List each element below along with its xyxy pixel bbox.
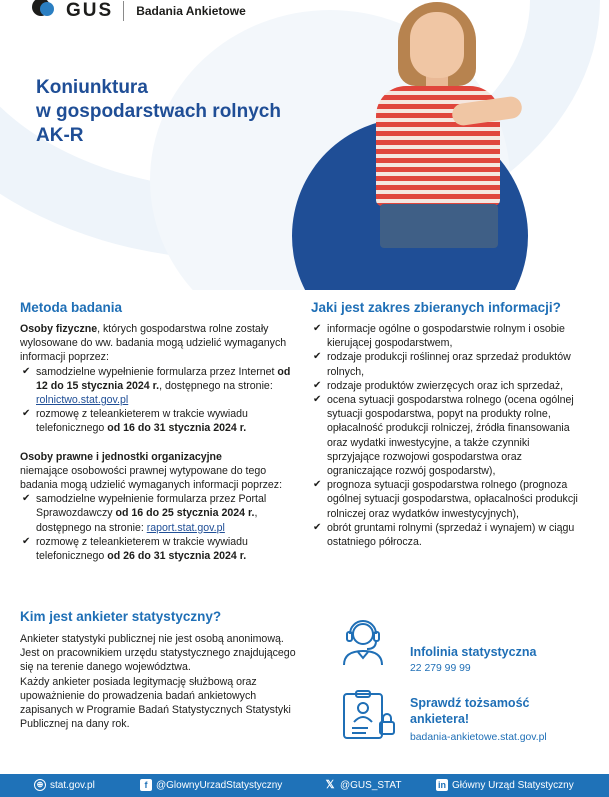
verify-title-line-1: Sprawdź tożsamość: [410, 696, 530, 710]
prawne-intro: Osoby prawne i jednostki organizacyjne niemające osobowości prawnej wytypowane do tego badania mogą udzielić wymaganych informacji poprzez:: [20, 450, 283, 492]
verify-title-line-2: ankietera!: [410, 712, 470, 726]
list-item: ✔ samodzielne wypełnienie formularza przez Portal Sprawozdawczy od 16 do 25 stycznia 2024 r., dostępnego na stronie: raport.stat.gov.pl: [22, 493, 267, 534]
zakres-item: ✔ informacje ogólne o gospodarstwie rolnym i osobie kierującej gospodarstwem,: [313, 323, 565, 350]
check-icon: ✔: [313, 323, 322, 334]
logo-text: GUS: [66, 0, 114, 21]
x-icon: 𝕏: [325, 779, 335, 791]
verify-url-link[interactable]: badania-ankietowe.stat.gov.pl: [410, 732, 547, 743]
logo-divider: [123, 1, 124, 21]
ankieter-para-2: Każdy ankieter posiada legitymację służbową oraz upoważnienie do prowadzenia badań ankietowych zapisanych w Programie Badań Statystycznych Statystyki Publicznej na dany rok.: [20, 675, 291, 731]
zakres-item: ✔ rodzaje produktów zwierzęcych oraz ich sprzedaż,: [313, 379, 564, 392]
list-item: ✔ rozmowę z teleankieterem w trakcie wywiadu telefonicznego od 16 do 31 stycznia 2024 r.: [22, 408, 248, 435]
check-icon: ✔: [22, 408, 31, 420]
call-center-agent-icon: [340, 618, 386, 666]
footer-x-link[interactable]: 𝕏 @GUS_STAT: [325, 779, 402, 791]
footer-linkedin-link[interactable]: in Główny Urząd Statystyczny: [438, 779, 574, 791]
title-line-1: Koniunktura: [36, 77, 148, 98]
gus-logo[interactable]: [32, 0, 246, 22]
zakres-list: [311, 322, 579, 549]
list-item: ✔ samodzielne wypełnienie formularza przez Internet od 12 do 15 stycznia 2024 r., dostępnego na stronie: rolnictwo.stat.gov.pl: [22, 365, 291, 407]
title-line-2: w gospodarstwach rolnych: [36, 101, 281, 122]
infolinia-phone[interactable]: 22 279 99 99: [410, 663, 471, 674]
check-icon: ✔: [22, 493, 31, 505]
zakres-heading: Jaki jest zakres zbieranych informacji?: [311, 300, 561, 315]
zakres-item: ✔ prognoza sytuacji gospodarstwa rolnego (prognoza ogólnej sytuacji gospodarstwa, opłacalności produkcji rolniczej oraz wydatków inwestycyjnych),: [313, 479, 578, 520]
footer-facebook-link[interactable]: f @GlownyUrzadStatystyczny: [140, 779, 282, 791]
page-title: [36, 76, 316, 148]
check-icon: ✔: [313, 379, 322, 391]
zakres-section: [311, 322, 579, 549]
logo-subtitle: Badania Ankietowe: [136, 4, 246, 18]
ankieter-para-1: Ankieter statystyki publicznej nie jest osobą anonimową. Jest on pracownikiem urzędu statystycznego znajdującego się na terenie danego województwa.: [20, 633, 296, 674]
title-line-3: AK-R: [36, 125, 84, 146]
metoda-section: [20, 322, 300, 563]
zakres-item: ✔ rodzaje produkcji roślinnej oraz sprzedaż produktów rolnych,: [313, 351, 571, 378]
id-card-lock-icon: [342, 690, 398, 742]
infolinia-title: Infolinia statystyczna: [410, 645, 537, 659]
list-item: ✔ rozmowę z teleankieterem w trakcie wywiadu telefonicznego od 26 do 31 stycznia 2024 r.: [22, 535, 248, 563]
check-icon: ✔: [313, 351, 322, 363]
zakres-item: ✔ ocena sytuacji gospodarstwa rolnego (ocena ogólnej sytuacji gospodarstwa, popyt na produkty rolne, opłacalność produkcji rolniczej, źródła finansowania oraz wydatki inwestycyjne, a także czynniki sprzyjające rozwojowi gospodarstwa oraz ograniczające rozwój gospodarstw),: [313, 394, 574, 478]
raport-link[interactable]: raport.stat.gov.pl: [146, 521, 225, 534]
gus-logo-icon: [32, 0, 58, 22]
rolnictwo-link[interactable]: rolnictwo.stat.gov.pl: [36, 394, 129, 407]
footer-site-link[interactable]: ⊕ stat.gov.pl: [34, 779, 95, 791]
check-icon: ✔: [22, 535, 31, 547]
metoda-heading: Metoda badania: [20, 300, 123, 315]
footer-bar: [0, 774, 609, 797]
woman-pointing-illustration: [360, 0, 520, 245]
ankieter-heading: Kim jest ankieter statystyczny?: [20, 609, 222, 624]
check-icon: ✔: [22, 365, 31, 377]
fizyczne-intro: Osoby fizyczne, których gospodarstwa rolne zostały wylosowane do ww. badania mogą udzielić wymaganych informacji poprzez:: [20, 323, 287, 364]
globe-icon: ⊕: [34, 779, 46, 791]
check-icon: ✔: [313, 521, 322, 533]
check-icon: ✔: [313, 394, 322, 406]
fizyczne-list: [20, 365, 300, 436]
linkedin-icon: in: [438, 780, 446, 790]
prawne-list: [20, 492, 300, 563]
check-icon: ✔: [313, 479, 322, 491]
zakres-item: ✔ obrót gruntami rolnymi (sprzedaż i wynajem) w ciągu ostatniego półrocza.: [313, 521, 575, 549]
ankieter-section: [20, 632, 300, 731]
facebook-icon: f: [140, 779, 152, 791]
